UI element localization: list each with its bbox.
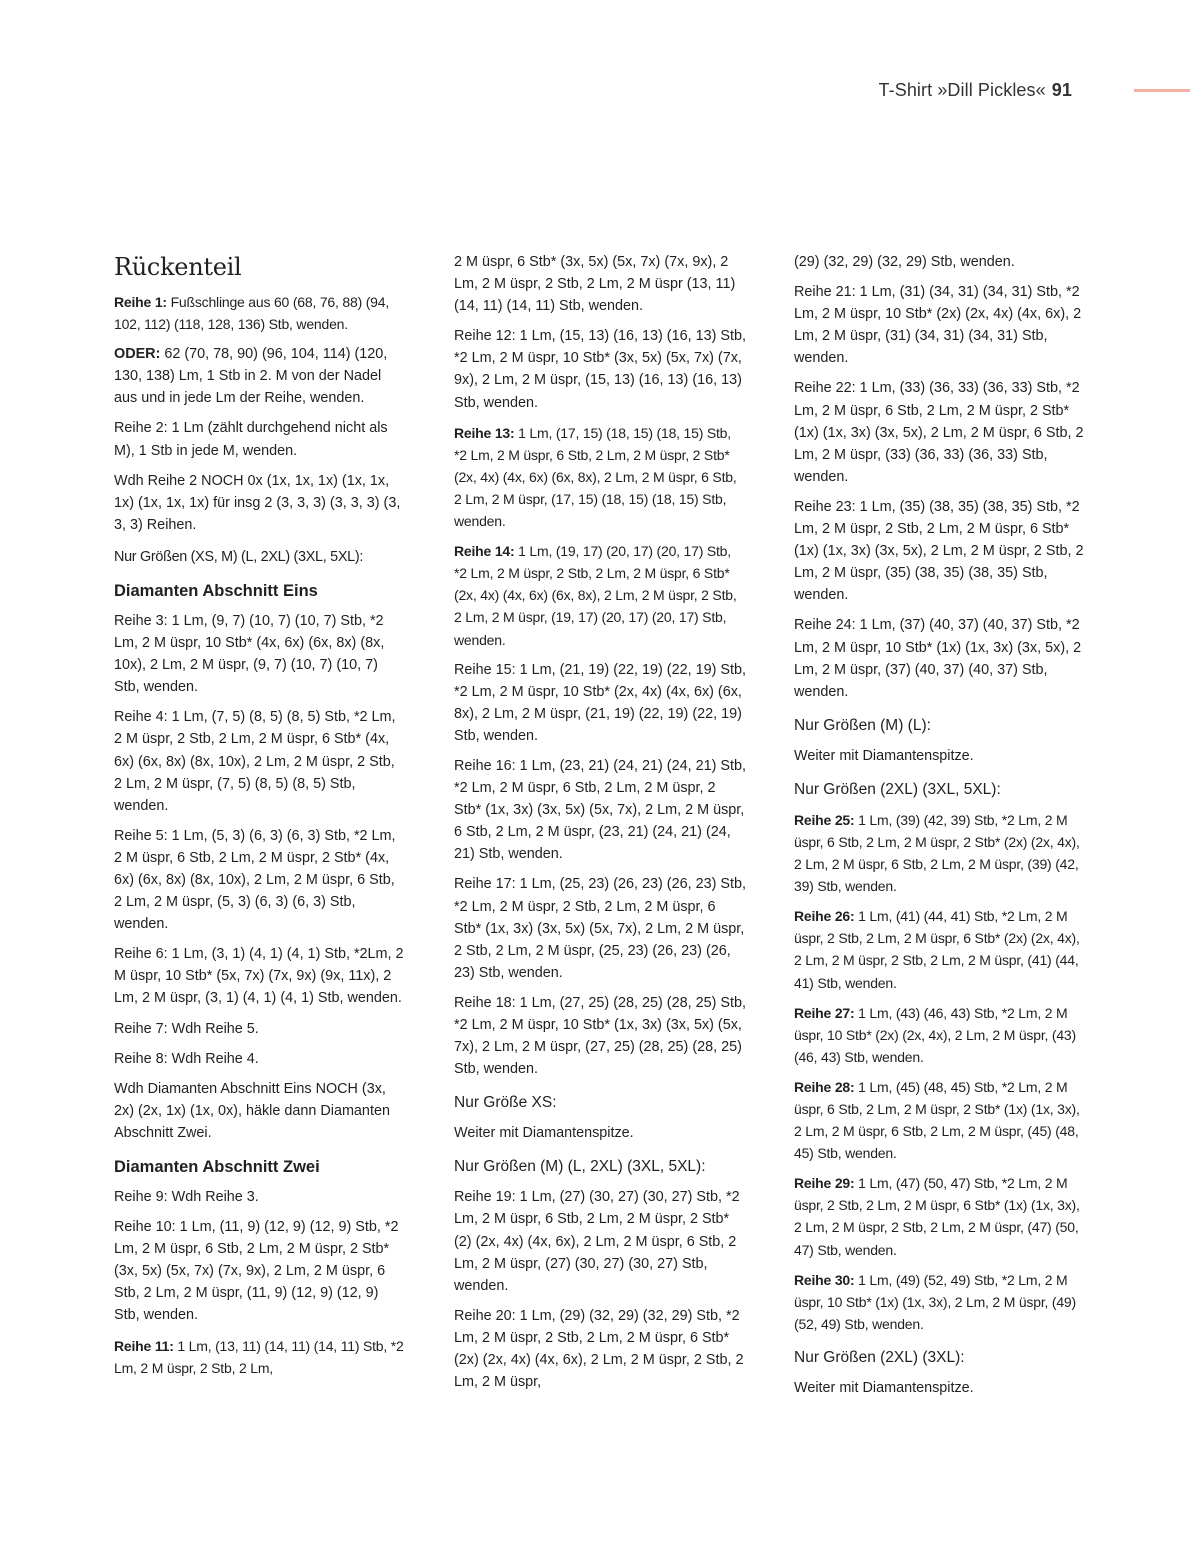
row-label: Reihe 6: <box>114 946 168 963</box>
row-text: 1 Lm, (47) (50, 47) Stb, *2 Lm, 2 M üspr, 2 Stb, 2 Lm, 2 M üspr, 6 Stb* (1x) (1x, 3x), 2 Lm, 2 M üspr, 2 Stb, 2 Lm, 2 M üspr, (47) (50, 47) Stb, wenden. <box>794 1175 1080 1258</box>
row-27 <box>794 1002 1086 1068</box>
row-label: Reihe 25: <box>794 811 855 828</box>
repeat-instruction: Wdh Reihe 2 NOCH 0x (1x, 1x, 1x) (1x, 1x, 1x) (1x, 1x, 1x) für insg 2 (3, 3, 3) (3, 3, 3) (3, 3, 3) Reihen. <box>114 472 401 533</box>
row-18 <box>454 992 746 1080</box>
row-29 <box>794 1172 1086 1260</box>
row-label: Reihe 27: <box>794 1004 855 1021</box>
row-label: Reihe 14: <box>454 543 515 560</box>
chapter-title: T-Shirt »Dill Pickles« <box>878 80 1046 100</box>
row-23 <box>794 496 1086 606</box>
row-4 <box>114 706 406 816</box>
row-1 <box>114 291 406 335</box>
row-label: Reihe 8: <box>114 1050 168 1067</box>
row-24 <box>794 614 1086 702</box>
row-text: 1 Lm (zählt durchgehend nicht als M), 1 Stb in jede M, wenden. <box>114 420 388 459</box>
row-label: Reihe 19: <box>454 1189 516 1206</box>
row-text: 1 Lm, (27, 25) (28, 25) (28, 25) Stb, *2 Lm, 2 M üspr, 10 Stb* (1x, 3x) (3x, 5x) (5x, 7x), 2 Lm, 2 M üspr, (27, 25) (28, 25) (28, 25) Stb, wenden. <box>454 994 746 1078</box>
page-number: 91 <box>1051 80 1072 100</box>
row-text: 1 Lm, (41) (44, 41) Stb, *2 Lm, 2 M üspr, 2 Stb, 2 Lm, 2 M üspr, 6 Stb* (2x) (2x, 4x), 2 Lm, 2 M üspr, 2 Stb, 2 Lm, 2 M üspr, (41) (44, 41) Stb, wenden. <box>794 908 1080 991</box>
running-head <box>879 80 1072 101</box>
row-label: Reihe 12: <box>454 328 516 345</box>
row-label: Reihe 20: <box>454 1307 516 1324</box>
row-label: Reihe 24: <box>794 617 856 634</box>
row-label: Reihe 11: <box>114 1337 174 1354</box>
row-20 <box>454 1305 746 1393</box>
row-14 <box>454 540 746 650</box>
row-12 <box>454 325 746 413</box>
sizes-heading: Nur Größen (2XL) (3XL): <box>794 1348 965 1366</box>
row-6 <box>114 943 406 1009</box>
row-text: 1 Lm, (45) (48, 45) Stb, *2 Lm, 2 M üspr, 6 Stb, 2 Lm, 2 M üspr, 2 Stb* (1x) (1x, 3x), 2 Lm, 2 M üspr, 6 Stb, 2 Lm, 2 M üspr, (45) (48, 45) Stb, wenden. <box>794 1078 1080 1162</box>
sizes-heading: Nur Größen (XS, M) (L, 2XL) (3XL, 5XL): <box>114 548 364 565</box>
row-text: 1 Lm, (27) (30, 27) (30, 27) Stb, *2 Lm, 2 M üspr, 6 Stb, 2 Lm, 2 M üspr, 2 Stb* (2) (2x, 4x) (4x, 6x), 2 Lm, 2 M üspr, 6 Stb, 2 Lm, 2 M üspr, (27) (30, 27) (30, 27) Stb, wenden. <box>454 1189 740 1294</box>
subsection-heading: Diamanten Abschnitt Zwei <box>114 1158 320 1176</box>
row-text: 1 Lm, (25, 23) (26, 23) (26, 23) Stb, *2 Lm, 2 M üspr, 2 Stb, 2 Lm, 2 M üspr, 6 Stb* (1x, 3x) (3x, 5x) (5x, 7x), 2 Lm, 2 M üspr, 2 Stb, 2 Lm, 2 M üspr, (25, 23) (26, 23) (26, 23) Stb, wenden. <box>454 876 746 981</box>
column-2 <box>454 251 746 1401</box>
row-label: Reihe 13: <box>454 424 515 441</box>
row-text: 1 Lm, (13, 11) (14, 11) (14, 11) Stb, *2 Lm, 2 M üspr, 2 Stb, 2 Lm, <box>114 1337 404 1376</box>
row-text: 1 Lm, (9, 7) (10, 7) (10, 7) Stb, *2 Lm, 2 M üspr, 10 Stb* (4x, 6x) (6x, 8x) (8x, 10x), 2 Lm, 2 M üspr, (9, 7) (10, 7) (10, 7) Stb, wenden. <box>114 612 385 696</box>
row-text: Wdh Reihe 5. <box>167 1020 259 1037</box>
row-5 <box>114 825 406 935</box>
row-19 <box>454 1186 746 1296</box>
sizes-heading: Nur Größen (2XL) (3XL, 5XL): <box>794 780 1001 798</box>
row-text: 1 Lm, (31) (34, 31) (34, 31) Stb, *2 Lm, 2 M üspr, 10 Stb* (2x) (2x, 4x) (4x, 6x), 2 Lm, 2 M üspr, (31) (34, 31) (34, 31) Stb, wenden. <box>794 284 1082 367</box>
row-9 <box>114 1186 406 1208</box>
row-label: Reihe 21: <box>794 284 856 301</box>
row-22 <box>794 377 1086 487</box>
column-1 <box>114 250 406 1387</box>
row-text: 1 Lm, (39) (42, 39) Stb, *2 Lm, 2 M üspr, 6 Stb, 2 Lm, 2 M üspr, 2 Stb* (2x) (2x, 4x), 2 Lm, 2 M üspr, 6 Stb, 2 Lm, 2 M üspr, (39) (42, 39) Stb, wenden. <box>794 811 1080 895</box>
continue-note: Weiter mit Diamantenspitze. <box>454 1125 634 1142</box>
row-label: Reihe 23: <box>794 498 856 515</box>
row-label: Reihe 15: <box>454 661 516 678</box>
section-heading: Rückenteil <box>114 253 242 281</box>
row-3 <box>114 610 406 698</box>
row-label: Reihe 29: <box>794 1175 855 1192</box>
row-text: 1 Lm, (21, 19) (22, 19) (22, 19) Stb, *2 Lm, 2 M üspr, 10 Stb* (2x, 4x) (4x, 6x) (6x, 8x), 2 Lm, 2 M üspr, (21, 19) (22, 19) (22, 19) Stb, wenden. <box>454 661 746 744</box>
row-text: 1 Lm, (19, 17) (20, 17) (20, 17) Stb, *2 Lm, 2 M üspr, 2 Stb, 2 Lm, 2 M üspr, 6 Stb* (2x, 4x) (4x, 6x) (6x, 8x), 2 Lm, 2 M üspr, 2 Stb, 2 Lm, 2 M üspr, (19, 17) (20, 17) (20, 17) Stb, wenden. <box>454 543 737 648</box>
row-label: Reihe 1: <box>114 294 167 310</box>
row-text: 1 Lm, (17, 15) (18, 15) (18, 15) Stb, *2 Lm, 2 M üspr, 6 Stb, 2 Lm, 2 M üspr, 2 Stb* (2x, 4x) (4x, 6x) (6x, 8x), 2 Lm, 2 M üspr, 6 Stb, 2 Lm, 2 M üspr, (17, 15) (18, 15) (18, 15) Stb, wenden. <box>454 424 737 530</box>
row-28 <box>794 1076 1086 1164</box>
row-8 <box>114 1048 406 1070</box>
row-text: 1 Lm, (49) (52, 49) Stb, *2 Lm, 2 M üspr, 10 Stb* (1x) (1x, 3x), 2 Lm, 2 M üspr, (49) (52, 49) Stb, wenden. <box>794 1271 1076 1332</box>
row-label: Reihe 5: <box>114 827 168 844</box>
row-text: Fußschlinge aus 60 (68, 76, 88) (94, 102, 112) (118, 128, 136) Stb, wenden. <box>114 294 390 333</box>
row-text: 1 Lm, (43) (46, 43) Stb, *2 Lm, 2 M üspr, 10 Stb* (2x) (2x, 4x), 2 Lm, 2 M üspr, (43) (46, 43) Stb, wenden. <box>794 1004 1076 1065</box>
row-21 <box>794 281 1086 369</box>
row-text: 1 Lm, (35) (38, 35) (38, 35) Stb, *2 Lm, 2 M üspr, 2 Stb, 2 Lm, 2 M üspr, 6 Stb* (1x) (1x, 3x) (3x, 5x), 2 Lm, 2 M üspr, 2 Stb, 2 Lm, 2 M üspr, (35) (38, 35) (38, 35) Stb, wenden. <box>794 498 1084 604</box>
row-7 <box>114 1018 406 1040</box>
sizes-heading: Nur Größen (M) (L): <box>794 716 931 734</box>
subsection-heading: Diamanten Abschnitt Eins <box>114 581 318 600</box>
oder-paragraph <box>114 343 406 409</box>
row-text: 1 Lm, (37) (40, 37) (40, 37) Stb, *2 Lm, 2 M üspr, 10 Stb* (1x) (1x, 3x) (3x, 5x), 2 Lm, 2 M üspr, (37) (40, 37) (40, 37) Stb, wenden. <box>794 617 1082 700</box>
row-text: 1 Lm, (33) (36, 33) (36, 33) Stb, *2 Lm, 2 M üspr, 6 Stb, 2 Lm, 2 M üspr, 2 Stb* (1x) (1x, 3x) (3x, 5x), 2 Lm, 2 M üspr, 6 Stb, 2 Lm, 2 M üspr, (33) (36, 33) (36, 33) Stb, wenden. <box>794 380 1084 485</box>
row-25 <box>794 809 1086 897</box>
row-2 <box>114 417 406 461</box>
row-11-continued: 2 M üspr, 6 Stb* (3x, 5x) (5x, 7x) (7x, 9x), 2 Lm, 2 M üspr, 2 Stb, 2 Lm, 2 M üspr (13, 11) (14, 11) (14, 11) Stb, wenden. <box>454 254 736 315</box>
row-30 <box>794 1269 1086 1335</box>
row-label: Reihe 17: <box>454 876 516 893</box>
row-text: 1 Lm, (7, 5) (8, 5) (8, 5) Stb, *2 Lm, 2 M üspr, 2 Stb, 2 Lm, 2 M üspr, 6 Stb* (4x, 6x) (6x, 8x) (8x, 10x), 2 Lm, 2 M üspr, 2 Stb, 2 Lm, 2 M üspr, (7, 5) (8, 5) (8, 5) Stb, wenden. <box>114 709 396 814</box>
continue-note: Weiter mit Diamantenspitze. <box>794 1379 974 1396</box>
row-label: Reihe 16: <box>454 757 516 774</box>
row-label: Reihe 4: <box>114 709 168 726</box>
row-text: 1 Lm, (5, 3) (6, 3) (6, 3) Stb, *2 Lm, 2 M üspr, 6 Stb, 2 Lm, 2 M üspr, 2 Stb* (4x, 6x) (6x, 8x) (8x, 10x), 2 Lm, 2 M üspr, 6 Stb, 2 Lm, 2 M üspr, (5, 3) (6, 3) (6, 3) Stb, wenden. <box>114 827 396 933</box>
row-label: Reihe 2: <box>114 420 168 437</box>
row-label: Reihe 10: <box>114 1219 176 1236</box>
row-26 <box>794 905 1086 993</box>
row-text: 1 Lm, (3, 1) (4, 1) (4, 1) Stb, *2Lm, 2 M üspr, 10 Stb* (5x, 7x) (7x, 9x) (9x, 11x), 2 Lm, 2 M üspr, (3, 1) (4, 1) (4, 1) Stb, wenden. <box>114 946 404 1007</box>
row-17 <box>454 873 746 983</box>
row-label: Reihe 7: <box>114 1020 168 1037</box>
row-text: Wdh Reihe 4. <box>167 1050 259 1067</box>
row-text: Wdh Reihe 3. <box>167 1189 259 1205</box>
row-16 <box>454 755 746 865</box>
row-text: 1 Lm, (23, 21) (24, 21) (24, 21) Stb, *2 Lm, 2 M üspr, 6 Stb, 2 Lm, 2 M üspr, 2 Stb* (1x, 3x) (3x, 5x) (5x, 7x), 2 Lm, 2 M üspr, 6 Stb, 2 Lm, 2 M üspr, (23, 21) (24, 21) (24, 21) Stb, wenden. <box>454 757 746 863</box>
sizes-heading: Nur Größe XS: <box>454 1094 557 1112</box>
row-label: Reihe 26: <box>794 908 855 925</box>
continue-note: Weiter mit Diamantenspitze. <box>794 747 974 764</box>
row-label: Reihe 22: <box>794 380 856 397</box>
row-text: 1 Lm, (15, 13) (16, 13) (16, 13) Stb, *2 Lm, 2 M üspr, 10 Stb* (3x, 5x) (5x, 7x) (7x, 9x), 2 Lm, 2 M üspr, (15, 13) (16, 13) (16, 13) Stb, wenden. <box>454 328 746 411</box>
row-13 <box>454 422 746 532</box>
row-text: 62 (70, 78, 90) (96, 104, 114) (120, 130, 138) Lm, 1 Stb in 2. M von der Nadel aus und in jede Lm der Reihe, wenden. <box>114 346 388 407</box>
row-10 <box>114 1216 406 1326</box>
column-3 <box>794 251 1086 1407</box>
sizes-heading: Nur Größen (M) (L, 2XL) (3XL, 5XL): <box>454 1158 706 1176</box>
row-text: 1 Lm, (29) (32, 29) (32, 29) Stb, *2 Lm, 2 M üspr, 2 Stb, 2 Lm, 2 M üspr, 6 Stb* (2x) (2x, 4x) (4x, 6x), 2 Lm, 2 M üspr, 2 Stb, 2 Lm, 2 M üspr, <box>454 1307 744 1391</box>
row-label: Reihe 3: <box>114 612 168 629</box>
row-label: Reihe 9: <box>114 1189 168 1205</box>
row-label: Reihe 18: <box>454 994 516 1011</box>
row-15 <box>454 659 746 747</box>
row-11 <box>114 1335 406 1379</box>
repeat-instruction: Wdh Diamanten Abschnitt Eins NOCH (3x, 2x) (2x, 1x) (1x, 0x), häkle dann Diamanten Abschnitt Zwei. <box>114 1080 390 1141</box>
row-label: Reihe 28: <box>794 1078 855 1095</box>
row-label: ODER: <box>114 346 161 363</box>
row-20-continued: (29) (32, 29) (32, 29) Stb, wenden. <box>794 254 1015 270</box>
header-accent-rule <box>1134 89 1190 92</box>
row-label: Reihe 30: <box>794 1271 855 1288</box>
row-text: 1 Lm, (11, 9) (12, 9) (12, 9) Stb, *2 Lm, 2 M üspr, 6 Stb, 2 Lm, 2 M üspr, 2 Stb* (3x, 5x) (5x, 7x) (7x, 9x), 2 Lm, 2 M üspr, 6 Stb, 2 Lm, 2 M üspr, (11, 9) (12, 9) (12, 9) Stb, wenden. <box>114 1219 399 1324</box>
